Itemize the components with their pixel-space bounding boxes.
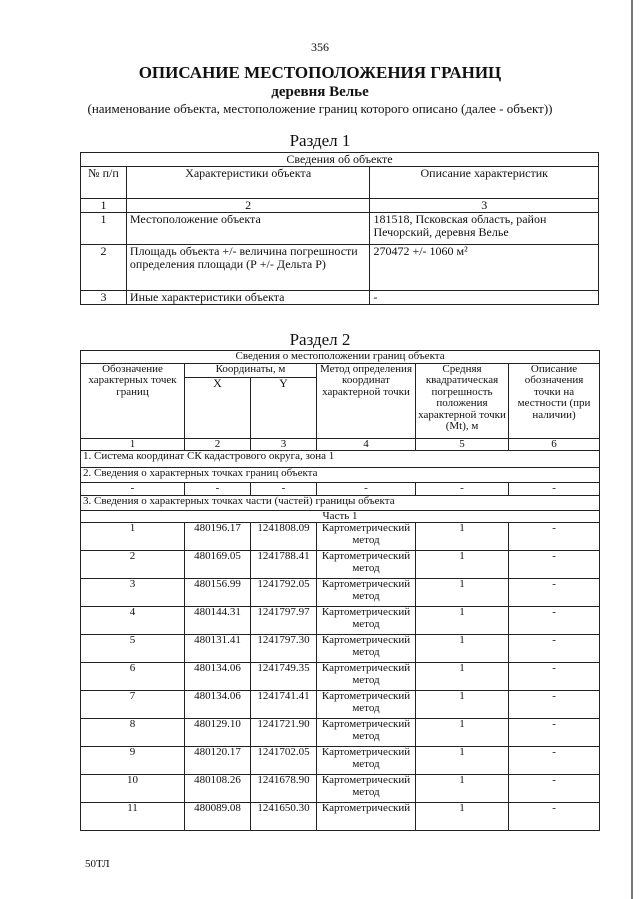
point-y: 1241808.09 bbox=[251, 523, 317, 551]
point-description: - bbox=[509, 691, 600, 719]
row-num: 2 bbox=[81, 245, 127, 291]
row-desc: 181518, Псковская область, район Печорский, деревня Велье bbox=[370, 213, 599, 245]
point-error: 1 bbox=[416, 579, 509, 607]
header-error: Средняя квадратическая погрешность положения характерной точки (Mt), м bbox=[416, 363, 509, 438]
col-number: 5 bbox=[416, 438, 509, 451]
point-y: 1241678.90 bbox=[251, 775, 317, 803]
point-error: 1 bbox=[416, 719, 509, 747]
point-y: 1241788.41 bbox=[251, 551, 317, 579]
page-number: 356 bbox=[311, 40, 329, 54]
point-x: 480089.08 bbox=[185, 803, 251, 831]
point-error: 1 bbox=[416, 691, 509, 719]
section1-heading: Раздел 1 bbox=[289, 131, 351, 150]
point-description: - bbox=[509, 635, 600, 663]
row-desc: - bbox=[370, 291, 599, 305]
header-designation: Обозначение характерных точек границ bbox=[81, 363, 185, 438]
table-row bbox=[81, 635, 600, 663]
row-num: 1 bbox=[81, 213, 127, 245]
point-x: 480131.41 bbox=[185, 635, 251, 663]
dash-cell: - bbox=[81, 483, 185, 496]
point-y: 1241797.30 bbox=[251, 635, 317, 663]
header-y: Y bbox=[251, 377, 317, 438]
point-error: 1 bbox=[416, 775, 509, 803]
point-number: 9 bbox=[81, 747, 185, 775]
point-method: Картометрический метод bbox=[317, 551, 416, 579]
row-name: Площадь объекта +/- величина погрешности определения площади (Р +/- Дельта Р) bbox=[126, 245, 370, 291]
point-method: Картометрический метод bbox=[317, 775, 416, 803]
point-error: 1 bbox=[416, 607, 509, 635]
point-description: - bbox=[509, 803, 600, 831]
boundary-table-title: Сведения о местоположении границ объекта bbox=[81, 351, 600, 364]
dash-cell: - bbox=[509, 483, 600, 496]
point-error: 1 bbox=[416, 803, 509, 831]
point-x: 480169.05 bbox=[185, 551, 251, 579]
point-y: 1241792.05 bbox=[251, 579, 317, 607]
point-x: 480156.99 bbox=[185, 579, 251, 607]
point-error: 1 bbox=[416, 663, 509, 691]
point-number: 6 bbox=[81, 663, 185, 691]
point-method: Картометрический метод bbox=[317, 607, 416, 635]
point-error: 1 bbox=[416, 551, 509, 579]
header-characteristics: Характеристики объекта bbox=[126, 167, 370, 199]
point-method: Картометрический bbox=[317, 803, 416, 831]
row-num: 3 bbox=[81, 291, 127, 305]
point-error: 1 bbox=[416, 747, 509, 775]
col-number: 1 bbox=[81, 438, 185, 451]
point-y: 1241721.90 bbox=[251, 719, 317, 747]
col-number: 2 bbox=[185, 438, 251, 451]
point-y: 1241650.30 bbox=[251, 803, 317, 831]
point-method: Картометрический метод bbox=[317, 579, 416, 607]
col-number: 4 bbox=[317, 438, 416, 451]
point-x: 480129.10 bbox=[185, 719, 251, 747]
table-row bbox=[81, 663, 600, 691]
document-title: ОПИСАНИЕ МЕСТОПОЛОЖЕНИЯ ГРАНИЦ bbox=[138, 63, 502, 82]
table-row bbox=[81, 719, 600, 747]
point-x: 480134.06 bbox=[185, 663, 251, 691]
table-row bbox=[81, 245, 599, 291]
point-number: 5 bbox=[81, 635, 185, 663]
section2-heading: Раздел 2 bbox=[289, 330, 351, 349]
point-method: Картометрический метод bbox=[317, 663, 416, 691]
point-error: 1 bbox=[416, 635, 509, 663]
table-row bbox=[81, 607, 600, 635]
point-number: 1 bbox=[81, 523, 185, 551]
dash-cell: - bbox=[251, 483, 317, 496]
point-description: - bbox=[509, 579, 600, 607]
point-x: 480134.06 bbox=[185, 691, 251, 719]
col-number: 2 bbox=[126, 199, 370, 213]
table-row bbox=[81, 579, 600, 607]
object-info-title: Сведения об объекте bbox=[81, 153, 599, 167]
table-row bbox=[81, 551, 600, 579]
point-x: 480144.31 bbox=[185, 607, 251, 635]
header-num: № п/п bbox=[81, 167, 127, 199]
point-number: 11 bbox=[81, 803, 185, 831]
point-number: 2 bbox=[81, 551, 185, 579]
header-method: Метод определения координат характерной точки bbox=[317, 363, 416, 438]
header-description: Описание характеристик bbox=[370, 167, 599, 199]
point-number: 3 bbox=[81, 579, 185, 607]
point-y: 1241749.35 bbox=[251, 663, 317, 691]
boundary-points-row: 2. Сведения о характерных точках границ объекта bbox=[81, 468, 600, 483]
dash-cell: - bbox=[185, 483, 251, 496]
object-info-table bbox=[80, 152, 599, 305]
point-method: Картометрический метод bbox=[317, 747, 416, 775]
point-description: - bbox=[509, 523, 600, 551]
row-name: Местоположение объекта bbox=[126, 213, 370, 245]
table-row bbox=[81, 691, 600, 719]
point-number: 10 bbox=[81, 775, 185, 803]
point-method: Картометрический метод bbox=[317, 635, 416, 663]
header-x: X bbox=[185, 377, 251, 438]
point-description: - bbox=[509, 551, 600, 579]
col-number: 3 bbox=[370, 199, 599, 213]
col-number: 6 bbox=[509, 438, 600, 451]
point-number: 4 bbox=[81, 607, 185, 635]
table-row bbox=[81, 291, 599, 305]
table-row bbox=[81, 747, 600, 775]
header-point-description: Описание обозначения точки на местности (при наличии) bbox=[509, 363, 600, 438]
point-description: - bbox=[509, 719, 600, 747]
point-x: 480196.17 bbox=[185, 523, 251, 551]
point-error: 1 bbox=[416, 523, 509, 551]
point-method: Картометрический метод bbox=[317, 523, 416, 551]
dash-cell: - bbox=[317, 483, 416, 496]
point-number: 8 bbox=[81, 719, 185, 747]
table-row bbox=[81, 775, 600, 803]
point-x: 480120.17 bbox=[185, 747, 251, 775]
footer-code: 50ТЛ bbox=[85, 858, 110, 870]
part-label: Часть 1 bbox=[81, 510, 600, 523]
row-name: Иные характеристики объекта bbox=[126, 291, 370, 305]
point-y: 1241702.05 bbox=[251, 747, 317, 775]
point-number: 7 bbox=[81, 691, 185, 719]
row-desc: 270472 +/- 1060 м² bbox=[370, 245, 599, 291]
header-coordinates: Координаты, м bbox=[185, 363, 317, 377]
point-description: - bbox=[509, 663, 600, 691]
object-caption: (наименование объекта, местоположение границ которого описано (далее - объект)) bbox=[87, 101, 553, 116]
table-row bbox=[81, 213, 599, 245]
part-points-row: 3. Сведения о характерных точках части (частей) границы объекта bbox=[81, 495, 600, 510]
point-method: Картометрический метод bbox=[317, 691, 416, 719]
point-y: 1241741.41 bbox=[251, 691, 317, 719]
point-description: - bbox=[509, 607, 600, 635]
point-y: 1241797.97 bbox=[251, 607, 317, 635]
point-method: Картометрический метод bbox=[317, 719, 416, 747]
table-row bbox=[81, 803, 600, 831]
point-description: - bbox=[509, 775, 600, 803]
boundary-points-table bbox=[80, 350, 600, 831]
point-description: - bbox=[509, 747, 600, 775]
point-x: 480108.26 bbox=[185, 775, 251, 803]
object-name: деревня Велье bbox=[271, 84, 369, 100]
coordinate-system-row: 1. Система координат СК кадастрового округа, зона 1 bbox=[81, 451, 600, 468]
table-row bbox=[81, 523, 600, 551]
col-number: 1 bbox=[81, 199, 127, 213]
dash-cell: - bbox=[416, 483, 509, 496]
col-number: 3 bbox=[251, 438, 317, 451]
